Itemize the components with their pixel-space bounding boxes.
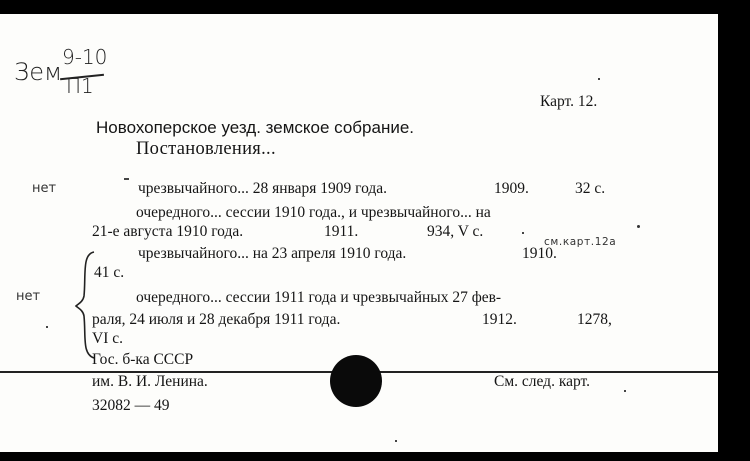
library-name: Гос. б-ка СССР: [92, 351, 194, 368]
entry-4-pages-cont: VI с.: [92, 330, 123, 347]
entry-4-pages: 1278,: [577, 311, 612, 328]
entry-3-text: чрезвычайного... на 23 апреля 1910 года.: [138, 245, 407, 262]
card-heading: Новохоперское уезд. земское собрание.: [96, 118, 415, 137]
entry-1-pages: 32 с.: [575, 180, 606, 197]
speck: [624, 390, 626, 392]
entry-2-pages: 934, V с.: [427, 223, 484, 240]
speck: [124, 178, 129, 180]
speck: [395, 440, 397, 442]
catalog-number-bottom: П1: [66, 74, 94, 98]
card-subheading: Постановления...: [136, 139, 276, 159]
entry-3-year: 1910.: [522, 245, 557, 262]
continued-note: См. след. карт.: [494, 373, 591, 390]
entry-2-line-1: очередного... сессии 1910 года., и чрезвычайного... на: [136, 204, 491, 221]
speck: [46, 326, 48, 328]
entry-1-text: чрезвычайного... 28 января 1909 года.: [138, 180, 388, 197]
margin-note-net-2: нет: [16, 289, 41, 304]
entry-4-year: 1912.: [482, 311, 517, 328]
margin-note-net-1: нет: [32, 181, 57, 196]
entry-4-line-1: очередного... сессии 1911 года и чрезвычайных 27 фев-: [136, 289, 502, 306]
speck: [598, 78, 600, 80]
entry-4-line-2: раля, 24 июля и 28 декабря 1911 года.: [92, 311, 341, 328]
pen-dot: [637, 225, 640, 228]
card-punch-hole: [330, 355, 382, 407]
speck: [522, 232, 524, 234]
entry-2-line-2: 21-е августа 1910 года.: [92, 223, 244, 240]
catalog-card: [0, 14, 718, 452]
entry-1-year: 1909.: [494, 180, 529, 197]
entry-2-year: 1911.: [324, 223, 359, 240]
card-number: Карт. 12.: [540, 93, 598, 110]
entry-3-pages: 41 с.: [94, 264, 125, 281]
cross-reference-note: см.карт.12а: [544, 236, 617, 248]
card-code: 32082 — 49: [92, 397, 170, 414]
scan-edge: [718, 0, 750, 461]
library-name-cont: им. В. И. Ленина.: [92, 373, 208, 390]
catalog-prefix: Зем: [14, 58, 63, 86]
catalog-number-top: 9-10: [62, 45, 108, 69]
